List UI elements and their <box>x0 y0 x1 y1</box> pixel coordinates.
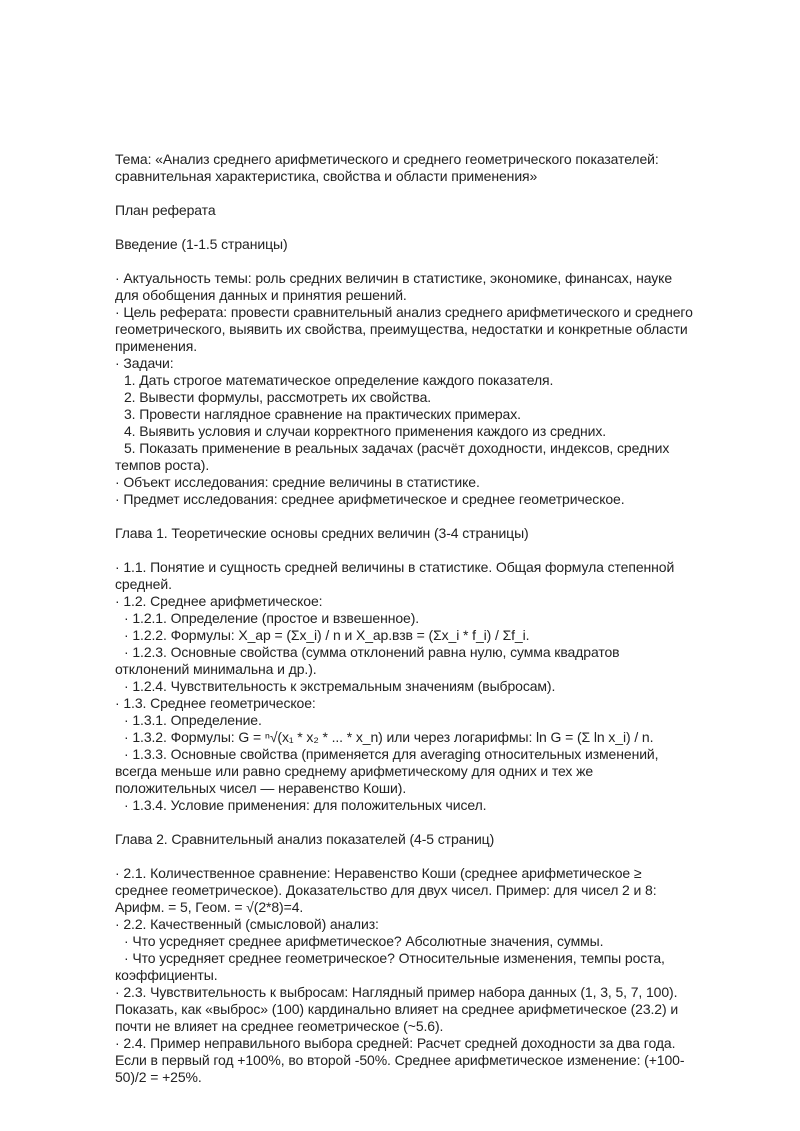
chapter2-list <box>115 865 697 1086</box>
outline-item: · 1.3. Среднее геометрическое: <box>115 695 316 711</box>
list-item: · Объект исследования: средние величины в статистике. <box>115 474 480 490</box>
outline-subitem: · 1.2.2. Формулы: X_ар = (Σx_i) / n и X_ар.взв = (Σx_i * f_i) / Σf_i. <box>124 627 530 643</box>
chapter1-heading-text: Глава 1. Теоретические основы средних величин (3-4 страницы) <box>115 525 529 541</box>
outline-item: · 2.4. Пример неправильного выбора средней: Расчет средней доходности за два года. Если в первый год +100%, во второй -50%. Среднее арифметическое изменение: (+100-50)/2 = +25%. <box>115 1035 685 1085</box>
task-item: 4. Выявить условия и случаи корректного применения каждого из средних. <box>124 423 607 439</box>
outline-subitem: · 1.3.3. Основные свойства (применяется для averaging относительных изменений, всегда меньше или равно среднему арифметическому для одних и тех же положительных чисел — неравенство Коши). <box>115 746 659 796</box>
task-item: 1. Дать строгое математическое определение каждого показателя. <box>124 372 554 388</box>
intro-heading <box>115 236 697 253</box>
task-item: 2. Вывести формулы, рассмотреть их свойства. <box>124 389 432 405</box>
document-body <box>115 151 697 1086</box>
task-item: 5. Показать применение в реальных задачах (расчёт доходности, индексов, средних темпов роста). <box>115 440 670 473</box>
list-item: · Цель реферата: провести сравнительный анализ среднего арифметического и среднего геометрического, выявить их свойства, преимущества, недостатки и конкретные области применения. <box>115 304 693 354</box>
task-item: 3. Провести наглядное сравнение на практических примерах. <box>124 406 521 422</box>
chapter2-heading <box>115 831 697 848</box>
intro-list <box>115 270 697 508</box>
list-item: · Предмет исследования: среднее арифметическое и среднее геометрическое. <box>115 491 625 507</box>
topic-text: Тема: «Анализ среднего арифметического и среднего геометрического показателей: сравнительная характеристика, свойства и области применения» <box>115 151 659 184</box>
outline-subitem: · 1.2.1. Определение (простое и взвешенное). <box>124 610 420 626</box>
topic-paragraph <box>115 151 697 185</box>
outline-subitem: · 1.3.4. Условие применения: для положительных чисел. <box>124 797 487 813</box>
outline-subitem: · 1.2.4. Чувствительность к экстремальным значениям (выбросам). <box>124 678 556 694</box>
chapter1-heading <box>115 525 697 542</box>
chapter1-list <box>115 559 697 814</box>
outline-item: · 2.2. Качественный (смысловой) анализ: <box>115 916 379 932</box>
outline-subitem: · 1.3.2. Формулы: G = ⁿ√(x₁ * x₂ * ... * x_n) или через логарифмы: ln G = (Σ ln x_i) / n. <box>124 729 654 745</box>
outline-subitem: · 1.3.1. Определение. <box>124 712 262 728</box>
outline-subitem: · Что усредняет среднее геометрическое? Относительные изменения, темпы роста, коэффициенты. <box>115 950 665 983</box>
list-item: · Актуальность темы: роль средних величин в статистике, экономике, финансах, науке для обобщения данных и принятия решений. <box>115 270 673 303</box>
outline-item: · 2.3. Чувствительность к выбросам: Наглядный пример набора данных (1, 3, 5, 7, 100). Показать, как «выброс» (100) кардинально влияет на среднее арифметическое (23.2) и почти не влияет на среднее геометрическое (~5.6). <box>115 984 679 1034</box>
outline-item: · 1.2. Среднее арифметическое: <box>115 593 323 609</box>
list-item: · Задачи: <box>115 355 174 371</box>
intro-heading-text: Введение (1-1.5 страницы) <box>115 236 288 252</box>
outline-subitem: · 1.2.3. Основные свойства (сумма отклонений равна нулю, сумма квадратов отклонений минимальна и др.). <box>115 644 620 677</box>
outline-subitem: · Что усредняет среднее арифметическое? Абсолютные значения, суммы. <box>124 933 604 949</box>
outline-item: · 1.1. Понятие и сущность средней величины в статистике. Общая формула степенной средней. <box>115 559 675 592</box>
chapter2-heading-text: Глава 2. Сравнительный анализ показателей (4-5 страниц) <box>115 831 495 847</box>
plan-heading-text: План реферата <box>115 202 216 218</box>
plan-heading <box>115 202 697 219</box>
outline-item: · 2.1. Количественное сравнение: Неравенство Коши (среднее арифметическое ≥ среднее геометрическое). Доказательство для двух чисел. Пример: для чисел 2 и 8: Арифм. = 5, Геом. = √(2*8)=4. <box>115 865 657 915</box>
